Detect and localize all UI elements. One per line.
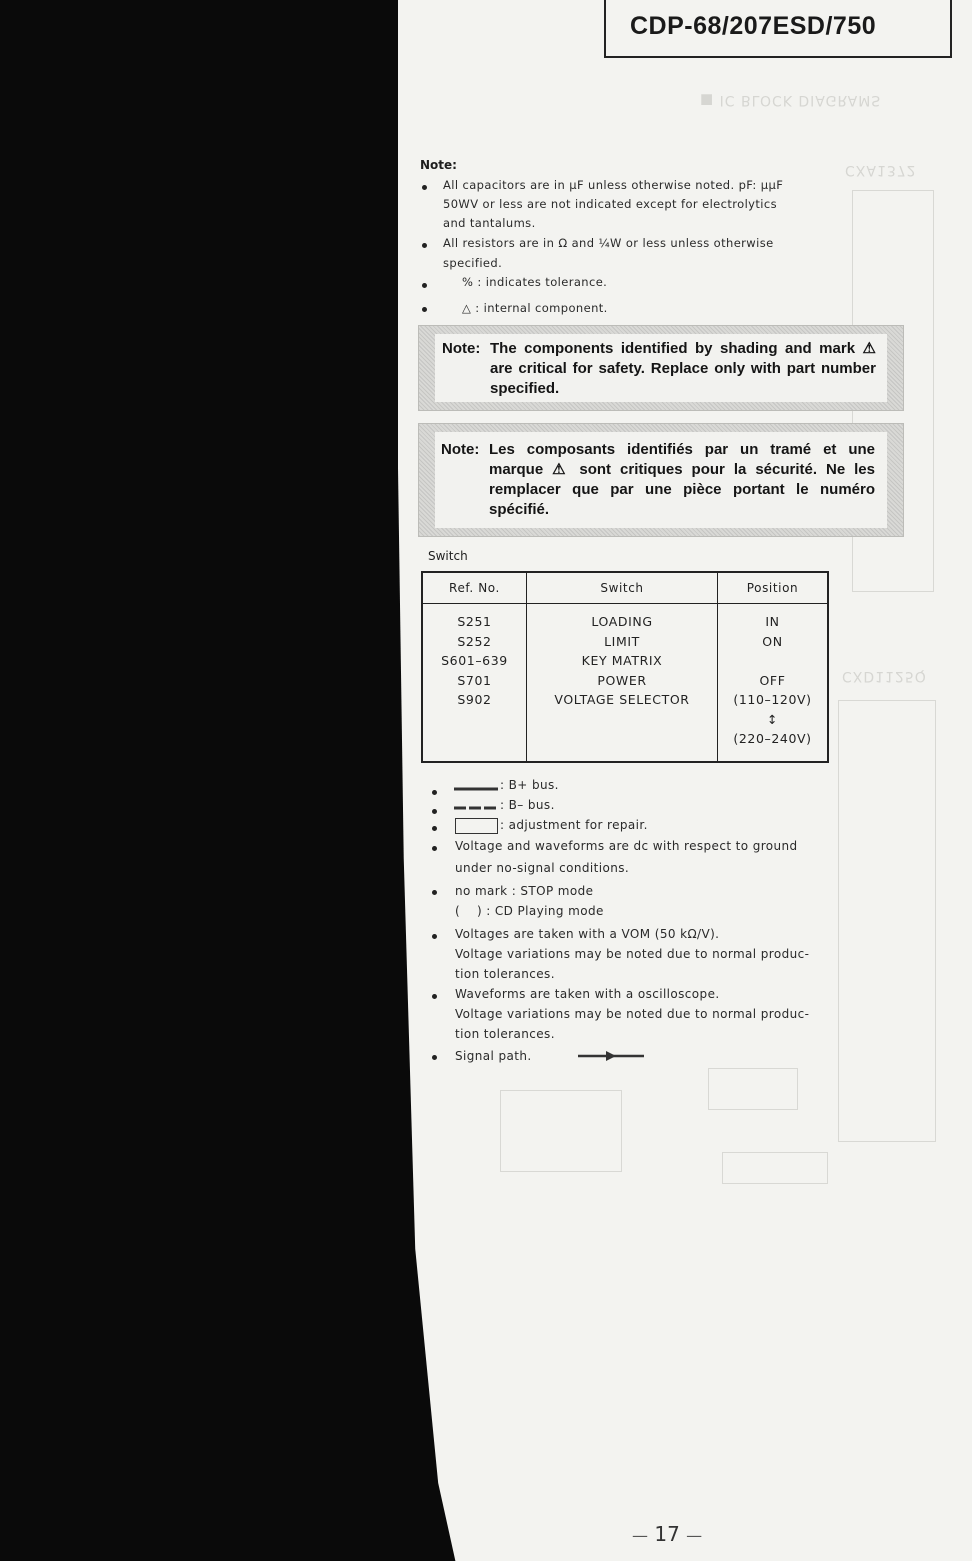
bleed-through-text: CXD1125Q	[842, 668, 927, 684]
bullet-icon	[432, 890, 437, 895]
column-header-switch: Switch	[527, 572, 718, 604]
notes-heading: Note:	[420, 158, 457, 172]
bleed-through-box	[500, 1090, 622, 1172]
note-resistors-line2: specified.	[443, 256, 503, 270]
bullet-icon	[422, 243, 427, 248]
page-number-dash: —	[686, 1526, 703, 1545]
warning-body: Les composants identifiés par un tramé et une marque ⚠ sont critiques pour la sécurité. Ne les remplacer que par une pièce portant le numéro spécifié.	[489, 441, 875, 518]
adjustment-box-icon	[455, 818, 498, 834]
legend-signal-path: Signal path.	[455, 1049, 532, 1063]
legend-vom-line2: Voltage variations may be noted due to normal produc-	[455, 947, 810, 961]
bleed-through-box	[722, 1152, 828, 1184]
legend-waveform-line3: tion tolerances.	[455, 1027, 555, 1041]
bullet-icon	[422, 307, 427, 312]
warning-body: The components identified by shading and mark ⚠ are critical for safety. Replace only with part number specified.	[490, 340, 876, 397]
legend-bplus: : B+ bus.	[500, 778, 559, 792]
note-resistors-line1: All resistors are in Ω and ¼W or less unless otherwise	[443, 236, 774, 250]
bullet-icon	[422, 185, 427, 190]
switch-column: LOADING LIMIT KEY MATRIX POWER VOLTAGE SELECTOR	[527, 604, 718, 763]
switch-table-label: Switch	[428, 549, 468, 563]
dashed-line-icon	[454, 804, 498, 812]
table-row	[422, 604, 828, 763]
bullet-icon	[432, 790, 437, 795]
page-number-dash: —	[632, 1526, 648, 1545]
warning-text-fr	[441, 440, 881, 522]
page-number	[632, 1522, 702, 1546]
legend-waveform-line2: Voltage variations may be noted due to normal produc-	[455, 1007, 810, 1021]
bullet-icon	[432, 809, 437, 814]
signal-path-arrow-icon	[578, 1050, 646, 1062]
legend-voltage-line1: Voltage and waveforms are dc with respect to ground	[455, 839, 798, 853]
model-number: CDP-68/207ESD/750	[630, 12, 877, 40]
bleed-through-box	[708, 1068, 798, 1110]
bullet-icon	[432, 846, 437, 851]
warning-text-en	[442, 339, 882, 401]
bullet-icon	[432, 826, 437, 831]
note-capacitors-line2: 50WV or less are not indicated except for electrolytics	[443, 197, 777, 211]
table-header-row	[422, 572, 828, 604]
legend-waveform-line1: Waveforms are taken with a oscilloscope.	[455, 987, 720, 1001]
legend-vom-line1: Voltages are taken with a VOM (50 kΩ/V).	[455, 927, 720, 941]
bullet-icon	[422, 283, 427, 288]
bleed-through-text: ■ IC BLOCK DIAGRAMS	[700, 92, 882, 108]
solid-line-icon	[454, 785, 498, 793]
legend-no-mark: no mark : STOP mode	[455, 884, 594, 898]
column-header-position: Position	[718, 572, 829, 604]
bullet-icon	[432, 994, 437, 999]
warning-lead: Note:	[442, 340, 481, 357]
legend-voltage-line2: under no-signal conditions.	[455, 861, 630, 875]
page-number-value: 17	[654, 1522, 680, 1546]
legend-vom-line3: tion tolerances.	[455, 967, 555, 981]
ref-column: S251 S252 S601–639 S701 S902	[422, 604, 527, 763]
position-column: IN ON OFF (110–120V) ↕ (220–240V)	[718, 604, 829, 763]
note-capacitors-line3: and tantalums.	[443, 216, 536, 230]
bullet-icon	[432, 1055, 437, 1060]
legend-playing-mode: ( ) : CD Playing mode	[455, 904, 604, 918]
warning-lead: Note:	[441, 441, 480, 458]
bleed-through-box	[838, 700, 936, 1142]
column-header-ref: Ref. No.	[422, 572, 527, 604]
legend-bminus: : B– bus.	[500, 798, 555, 812]
note-internal-component: △ : internal component.	[462, 301, 608, 315]
switch-table	[421, 571, 829, 763]
legend-adjustment: : adjustment for repair.	[500, 818, 648, 832]
note-tolerance: % : indicates tolerance.	[462, 275, 608, 289]
bleed-through-text: CXA1372	[845, 162, 917, 178]
bullet-icon	[432, 934, 437, 939]
note-capacitors-line1: All capacitors are in μF unless otherwise noted. pF: μμF	[443, 178, 784, 192]
